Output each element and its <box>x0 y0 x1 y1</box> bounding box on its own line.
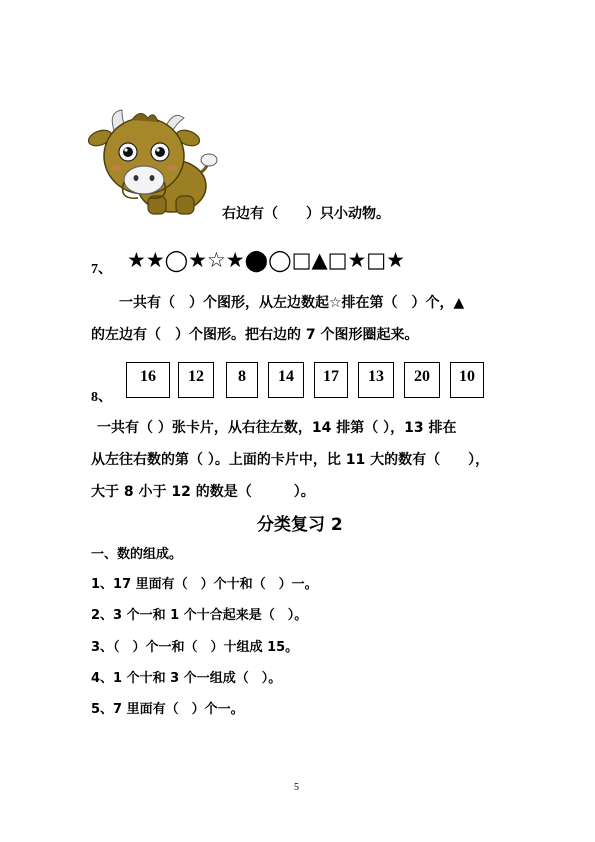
list-item: 4、1 个十和 3 个一组成（ ）。 <box>91 671 282 686</box>
list-item: 5、7 里面有（ ）个一。 <box>91 702 244 717</box>
q7-shape-sequence: ★★◯★☆★⬤◯□▲□★□★ <box>127 248 405 272</box>
number-card: 14 <box>268 362 304 398</box>
page-number: 5 <box>294 782 299 793</box>
section-heading: 一、数的组成。 <box>91 547 183 562</box>
number-card: 20 <box>404 362 440 398</box>
cow-illustration <box>88 104 222 218</box>
number-card: 17 <box>314 362 348 398</box>
q7-number: 7、 <box>91 262 112 277</box>
number-card: 10 <box>450 362 484 398</box>
number-card: 13 <box>358 362 394 398</box>
number-card: 12 <box>178 362 214 398</box>
section-title: 分类复习 2 <box>257 515 343 535</box>
number-card: 16 <box>126 362 170 398</box>
q8-number: 8、 <box>91 390 112 405</box>
q7-line-1: 一共有（ ）个图形，从左边数起☆排在第（ ）个，▲ <box>119 295 465 311</box>
q8-line-2: 从左往右数的第（ ）。上面的卡片中，比 11 大的数有（ ）， <box>91 452 490 468</box>
list-item: 1、17 里面有（ ）个十和（ ）一。 <box>91 577 318 592</box>
list-item: 2、3 个一和 1 个十合起来是（ ）。 <box>91 608 308 623</box>
q8-line-1: 一共有（ ）张卡片，从右往左数，14 排第（ ），13 排在 <box>97 420 457 436</box>
animal-question: 右边有（ ）只小动物。 <box>222 206 390 222</box>
number-card: 8 <box>226 362 258 398</box>
q8-line-3: 大于 8 小于 12 的数是（ ）。 <box>91 484 315 500</box>
q7-line-2: 的左边有（ ）个图形。把右边的 7 个图形圈起来。 <box>91 327 419 343</box>
list-item: 3、（ ）个一和（ ）十组成 15。 <box>91 640 299 655</box>
